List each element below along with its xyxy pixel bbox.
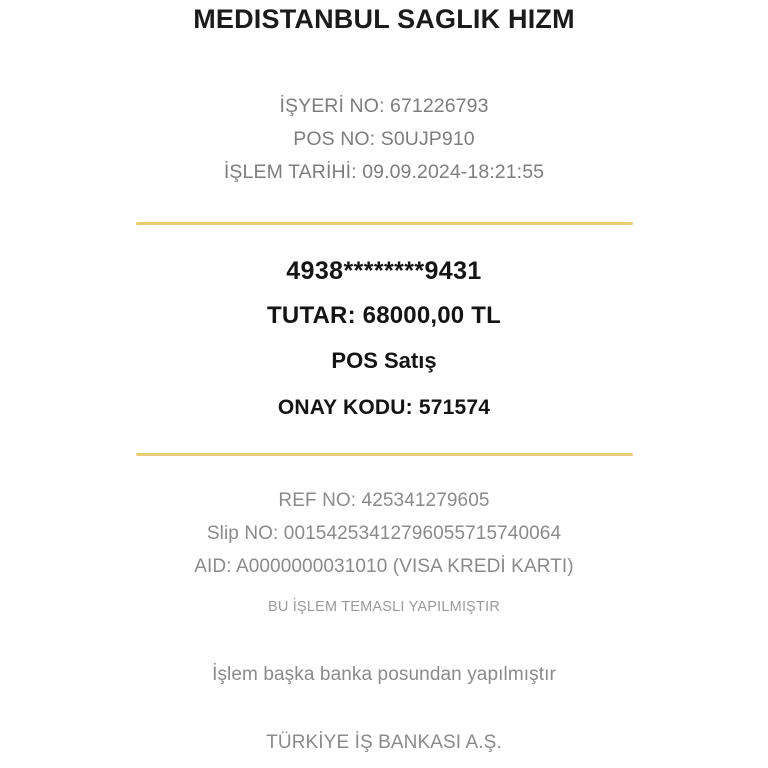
- merchant-meta-block: [224, 90, 544, 189]
- slip-number-line: Slip NO: 00154253412796055715740064: [206, 523, 562, 544]
- reference-block: [194, 484, 573, 618]
- approval-code-line: ONAY KODU: 571574: [277, 396, 491, 419]
- amount-line: TUTAR: 68000,00 TL: [267, 302, 501, 329]
- merchant-number-line: İŞYERİ NO: 671226793: [279, 95, 489, 117]
- transaction-type-line: POS Satış: [331, 348, 437, 373]
- aid-line: AID: A0000000031010 (VISA KREDİ KARTI): [194, 556, 574, 577]
- transaction-date-line: İŞLEM TARİHİ: 09.09.2024-18:21:55: [223, 161, 545, 183]
- footer-block: [212, 660, 556, 758]
- ref-number-line: REF NO: 425341279605: [278, 490, 490, 511]
- pos-number-line: POS NO: S0UJP910: [293, 128, 475, 150]
- other-bank-note: İşlem başka banka posundan yapılmıştır: [212, 664, 556, 685]
- contactless-note: BU İŞLEM TEMASLI YAPILMIŞTIR: [267, 599, 500, 615]
- merchant-name-title: MEDISTANBUL SAGLIK HIZM: [193, 4, 575, 34]
- bank-name-line: TÜRKİYE İŞ BANKASI A.Ş.: [266, 732, 502, 753]
- card-number-line: 4938********9431: [286, 257, 482, 285]
- transaction-block: [267, 249, 501, 431]
- divider-bottom: [136, 453, 633, 456]
- divider-top: [136, 222, 633, 225]
